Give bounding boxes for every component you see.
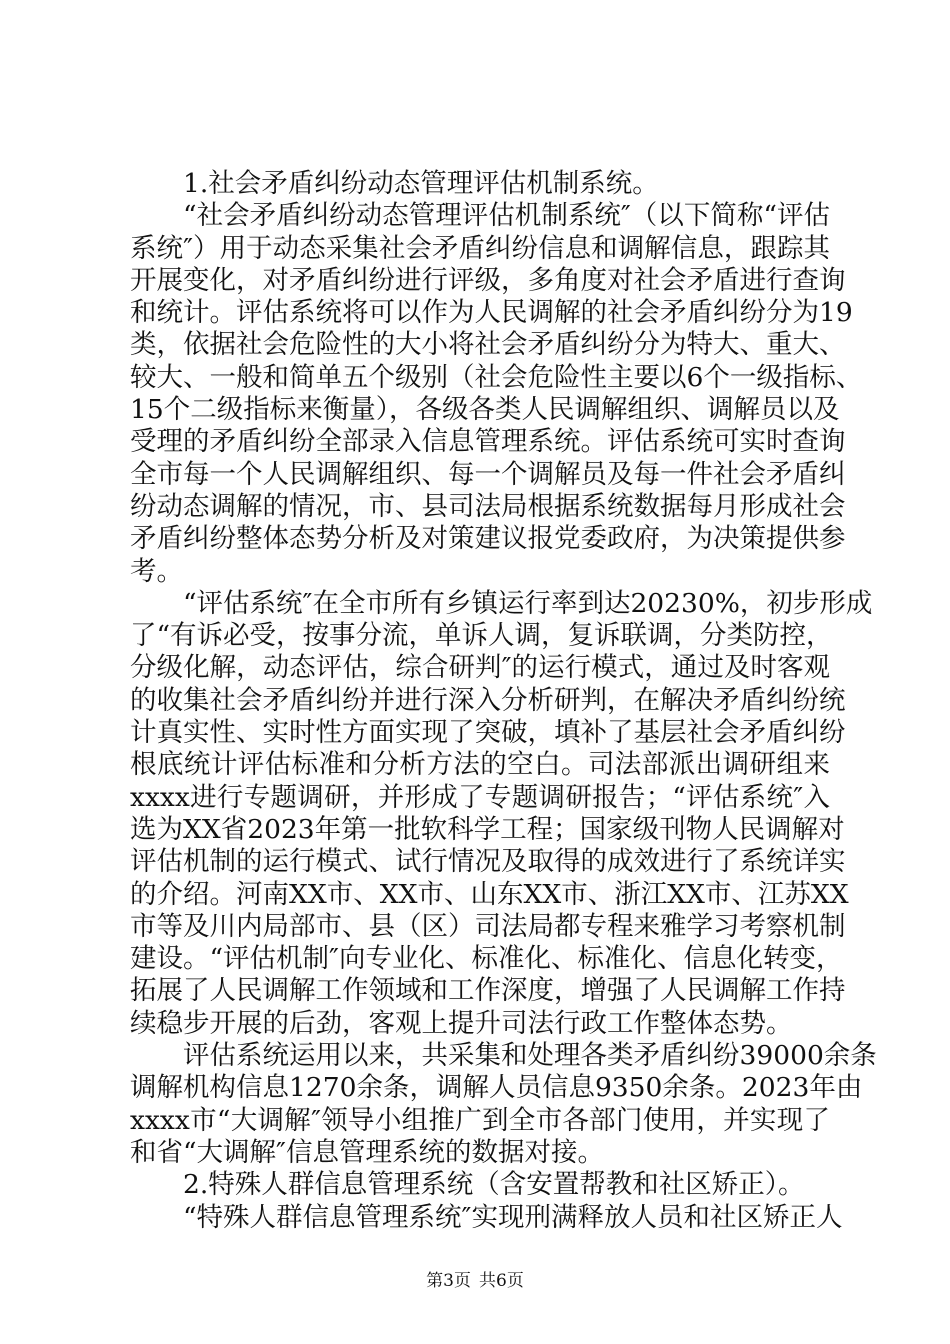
text-line: 建设。“评估机制″向专业化、标准化、标准化、信息化转变， <box>130 943 843 975</box>
text-line: “社会矛盾纠纷动态管理评估机制系统″（以下简称“评估 <box>183 200 830 232</box>
text-line: 纷动态调解的情况，市、县司法局根据系统数据每月形成社会 <box>130 490 846 522</box>
text-line: 类，依据社会危险性的大小将社会矛盾纠纷分为特大、重大、 <box>130 329 846 361</box>
text-line: 和统计。评估系统将可以作为人民调解的社会矛盾纠纷分为19 <box>130 297 853 329</box>
page-number: 第3页 <box>426 1271 471 1291</box>
text-line: 计真实性、实时性方面实现了突破，填补了基层社会矛盾纠纷 <box>130 717 846 749</box>
text-line: 续稳步开展的后劲，客观上提升司法行政工作整体态势。 <box>130 1007 793 1039</box>
document-body <box>130 168 877 1234</box>
text-line: xxxx市“大调解″领导小组推广到全市各部门使用，并实现了 <box>130 1104 830 1136</box>
text-line: 2.特殊人群信息管理系统（含安置帮教和社区矫正）。 <box>183 1169 805 1201</box>
text-line: 的介绍。河南XX市、XX市、山东XX市、浙江XX市、江苏XX <box>130 878 849 910</box>
text-line: 拓展了人民调解工作领域和工作深度，增强了人民调解工作持 <box>130 975 846 1007</box>
text-line: 考。 <box>130 555 183 587</box>
page-total: 共6页 <box>479 1271 524 1291</box>
text-line: 1.社会矛盾纠纷动态管理评估机制系统。 <box>183 168 659 199</box>
text-line: 了“有诉必受，按事分流，单诉人调，复诉联调，分类防控， <box>130 620 833 652</box>
text-line: 评估系统运用以来，共采集和处理各类矛盾纠纷39000余条 <box>183 1040 877 1072</box>
text-line: 开展变化，对矛盾纠纷进行评级，多角度对社会矛盾进行查询 <box>130 264 846 296</box>
text-line: 和省“大调解″信息管理系统的数据对接。 <box>130 1136 604 1168</box>
text-line: “评估系统″在全市所有乡镇运行率到达20230%，初步形成 <box>183 587 873 619</box>
text-line: 的收集社会矛盾纠纷并进行深入分析研判，在解决矛盾纠纷统 <box>130 684 846 716</box>
text-line: 受理的矛盾纠纷全部录入信息管理系统。评估系统可实时查询 <box>130 426 846 458</box>
text-line: 15个二级指标来衡量），各级各类人民调解组织、调解员以及 <box>130 394 840 426</box>
text-line: 评估机制的运行模式、试行情况及取得的成效进行了系统详实 <box>130 846 846 878</box>
text-line: 矛盾纠纷整体态势分析及对策建议报党委政府，为决策提供参 <box>130 523 846 555</box>
page-footer <box>0 1270 950 1292</box>
text-line: 分级化解，动态评估，综合研判″的运行模式，通过及时客观 <box>130 652 830 684</box>
text-line: 系统″）用于动态采集社会矛盾纠纷信息和调解信息，跟踪其 <box>130 232 830 264</box>
text-line: 较大、一般和简单五个级别（社会危险性主要以6个一级指标、 <box>130 361 863 393</box>
text-line: 选为XX省2023年第一批软科学工程；国家级刊物人民调解对 <box>130 813 845 845</box>
text-line: 市等及川内局部市、县（区）司法局都专程来雅学习考察机制 <box>130 910 846 942</box>
text-line: 根底统计评估标准和分析方法的空白。司法部派出调研组来 <box>130 749 830 781</box>
text-line: xxxx进行专题调研，并形成了专题调研报告；“评估系统″入 <box>130 781 830 813</box>
text-line: 全市每一个人民调解组织、每一个调解员及每一件社会矛盾纠 <box>130 458 846 490</box>
text-line: “特殊人群信息管理系统″实现刑满释放人员和社区矫正人 <box>183 1201 843 1233</box>
text-line: 调解机构信息1270余条，调解人员信息9350余条。2023年由 <box>130 1072 863 1104</box>
